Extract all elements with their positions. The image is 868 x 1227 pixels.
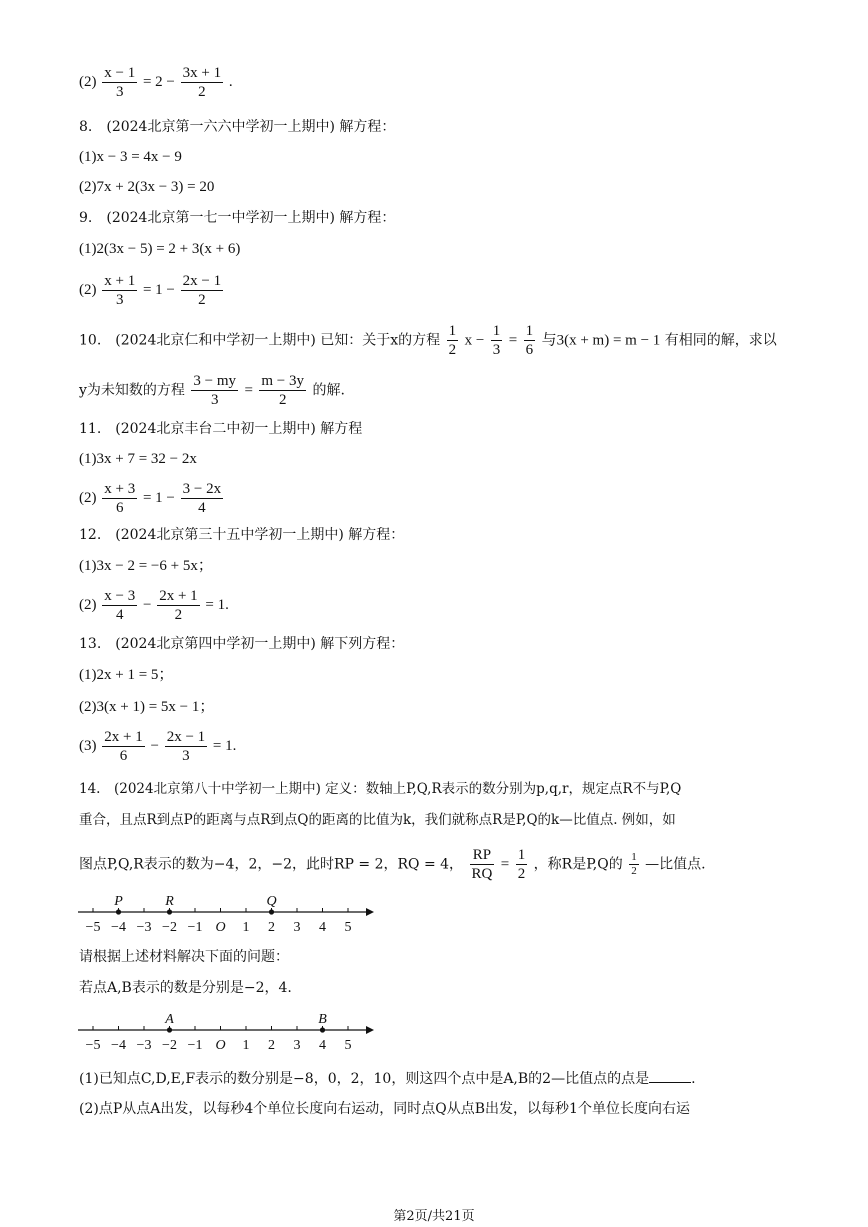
answer-blank[interactable] [649, 1068, 691, 1083]
fraction [491, 322, 503, 359]
q13-part3 [79, 728, 236, 765]
q8-part1: (1)x − 3 = 4x − 9 [79, 149, 182, 165]
equals: = 1. [205, 596, 229, 613]
text: 有相同的解，求以 [664, 332, 777, 349]
fraction [191, 372, 238, 409]
denominator: 2 [174, 607, 183, 623]
fraction [516, 846, 528, 883]
fraction [181, 64, 223, 101]
q10-heading: 10. (2024北京仁和中学初一上期中) 已知：关于x的方程 [79, 332, 441, 349]
label: (2) [79, 73, 97, 90]
denominator: 3 [115, 84, 124, 100]
numerator: 1 [525, 323, 534, 339]
equation: 与3(x + m) = m − 1 [541, 332, 661, 349]
q12-heading: 12. (2024北京第三十五中学初一上期中) 解方程： [79, 527, 405, 543]
numerator: m − 3y [261, 373, 305, 389]
q8-part2: (2)7x + 2(3x − 3) = 20 [79, 179, 215, 195]
q13-part2: (2)3(x + 1) = 5x − 1； [79, 699, 215, 715]
tick-label: −4 [111, 1038, 126, 1053]
operator: x − [464, 332, 485, 349]
operator: = 1 − [142, 281, 175, 298]
denominator: 3 [182, 748, 190, 764]
q14-line4: 请根据上述材料解决下面的问题： [79, 949, 289, 965]
period: . [228, 73, 233, 90]
fraction [157, 587, 199, 624]
text: 图点P,Q,R表示的数为−4，2，−2，此时RP = 2，RQ = 4， [79, 856, 464, 873]
numerator: x − 3 [104, 588, 136, 604]
fraction [524, 322, 536, 359]
point-label: Q [266, 894, 277, 909]
numerator: RP [470, 846, 495, 865]
period: . [691, 1071, 696, 1087]
tick-label: −2 [162, 1038, 177, 1053]
q8-heading: 8. (2024北京第一六六中学初一上期中) 解方程： [79, 119, 396, 135]
numerator: 2x − 1 [166, 729, 206, 745]
fraction [181, 480, 223, 517]
fraction [102, 587, 137, 624]
tick-label: 2 [268, 920, 275, 935]
q14-heading: 14. (2024北京第八十中学初一上期中) 定义：数轴上P,Q,R表示的数分别为p,q,r，规定点R不与P,Q [79, 781, 682, 797]
q9-part2 [79, 272, 225, 309]
denominator: 3 [115, 292, 124, 308]
numerator: 3 − my [193, 373, 237, 389]
denominator: 2 [198, 292, 206, 308]
denominator: 3 [492, 342, 501, 358]
point-label: A [165, 1012, 174, 1027]
tick-label: 1 [242, 1038, 250, 1053]
q14-line3 [79, 846, 706, 883]
operator: − [142, 596, 152, 613]
denominator: 2 [517, 866, 526, 882]
fraction [102, 728, 144, 765]
denominator: 2 [448, 342, 457, 358]
q14-part2: (2)点P从点A出发，以每秒4个单位长度向右运动，同时点Q从点B出发，以每秒1个单位长度向右运 [79, 1101, 690, 1117]
fraction [102, 272, 137, 309]
equals: = 1. [212, 737, 237, 754]
tick-label: 3 [293, 1038, 301, 1053]
point-dot [116, 909, 121, 914]
point-dot [167, 1027, 172, 1032]
fraction [102, 64, 137, 101]
denominator: 3 [210, 392, 219, 408]
fraction [470, 846, 495, 883]
axis-arrow [366, 908, 374, 916]
number-line-2 [70, 1006, 380, 1056]
denominator: 4 [115, 607, 124, 623]
tick-label: 2 [268, 1038, 275, 1053]
fraction [102, 480, 137, 517]
numerator: 3 − 2x [182, 481, 222, 497]
numerator: 2x + 1 [104, 729, 143, 745]
tick-label: −2 [162, 920, 177, 935]
tick-label: 4 [319, 1038, 326, 1053]
text: y为未知数的方程 [79, 382, 185, 399]
operator: = 2 − [142, 73, 175, 90]
q11-part1: (1)3x + 7 = 32 − 2x [79, 451, 197, 467]
axis-arrow [366, 1026, 374, 1034]
numerator: 2x + 1 [159, 588, 198, 604]
point-dot [320, 1027, 325, 1032]
tick-label: O [215, 1038, 226, 1053]
q9-heading: 9. (2024北京第一七一中学初一上期中) 解方程： [79, 210, 396, 226]
numerator: x + 1 [104, 273, 136, 289]
tick-label: −1 [187, 1038, 203, 1053]
point-dot [167, 909, 172, 914]
tick-label: O [215, 920, 226, 935]
operator: − [150, 737, 159, 754]
q14-line2: 重合，且点R到点P的距离与点R到点Q的距离的比值为k，我们就称点R是P,Q的k—比值点. 例如，如 [79, 812, 676, 828]
denominator: 2 [278, 392, 287, 408]
tick-label: 4 [319, 920, 326, 935]
q7-part2 [79, 64, 233, 101]
denominator: 4 [198, 500, 206, 516]
point-dot [269, 909, 274, 914]
tick-label: −3 [136, 920, 152, 935]
text: (1)已知点C,D,E,F表示的数分别是−8，0，2，10，则这四个点中是A,B的2—比值点的点是 [79, 1071, 650, 1087]
operator: = 1 − [142, 489, 175, 506]
q11-part2 [79, 480, 225, 517]
number-line-1 [70, 888, 380, 938]
text: —比值点. [645, 856, 706, 873]
denominator: 6 [119, 748, 128, 764]
text: ，称R是P,Q的 [533, 856, 623, 873]
tick-label: −3 [136, 1038, 152, 1053]
tick-label: 5 [344, 920, 352, 935]
fraction [259, 372, 306, 409]
q11-heading: 11. (2024北京丰台二中初一上期中) 解方程 [79, 421, 363, 437]
denominator: RQ [471, 866, 493, 882]
tick-label: 3 [293, 920, 301, 935]
numerator: 3x + 1 [182, 65, 222, 81]
tick-label: −4 [111, 920, 126, 935]
point-label: B [318, 1012, 327, 1027]
q14-line5: 若点A,B表示的数是分别是−2，4. [79, 980, 292, 996]
q14-part1 [79, 1068, 696, 1089]
label: (3) [79, 737, 97, 754]
q12-part1: (1)3x − 2 = −6 + 5x； [79, 558, 213, 574]
denominator: 6 [115, 500, 124, 516]
label: (2) [79, 596, 97, 613]
numerator: 1 [448, 323, 457, 339]
fraction [165, 728, 207, 765]
numerator: 1 [492, 323, 501, 339]
denominator: 6 [525, 342, 534, 358]
denominator: 2 [198, 84, 206, 100]
q10-line2 [79, 372, 345, 409]
operator: = [508, 332, 518, 349]
point-label: P [114, 894, 123, 909]
fraction [447, 322, 459, 359]
point-label: R [165, 894, 174, 909]
numerator: 1 [631, 851, 637, 863]
q13-heading: 13. (2024北京第四中学初一上期中) 解下列方程： [79, 636, 405, 652]
tick-label: −5 [85, 1038, 101, 1053]
tick-label: 1 [242, 920, 250, 935]
numerator: x − 1 [104, 65, 136, 81]
q12-part2 [79, 587, 229, 624]
page-footer: 第2页/共21页 [393, 1209, 475, 1224]
numerator: 2x − 1 [182, 273, 222, 289]
tick-label: 5 [344, 1038, 352, 1053]
tick-label: −5 [85, 920, 101, 935]
label: (2) [79, 281, 97, 298]
fraction [181, 272, 223, 309]
denominator: 2 [631, 865, 637, 877]
q10-line1 [79, 322, 777, 359]
q13-part1: (1)2x + 1 = 5； [79, 667, 174, 683]
q9-part1: (1)2(3x − 5) = 2 + 3(x + 6) [79, 241, 241, 257]
tick-label: −1 [187, 920, 203, 935]
fraction [629, 851, 639, 878]
operator: = [500, 856, 510, 873]
numerator: x + 3 [104, 481, 136, 497]
text: 的解. [312, 382, 345, 399]
operator: = [244, 382, 253, 399]
label: (2) [79, 489, 97, 506]
numerator: 1 [517, 847, 526, 863]
